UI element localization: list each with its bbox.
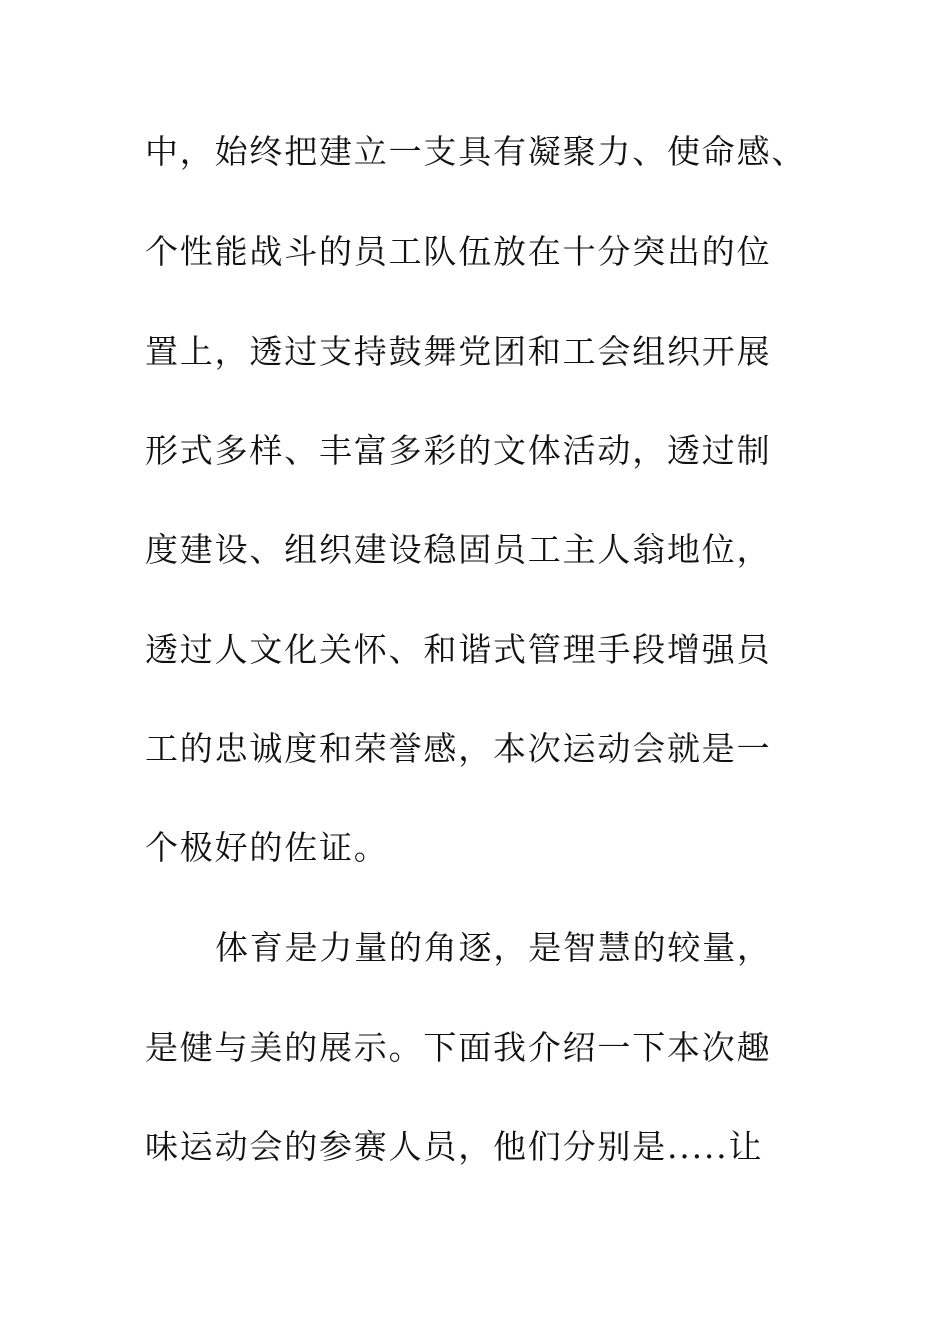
- text-line: 个极好的佐证。: [145, 828, 389, 867]
- text-line: 味运动会的参赛人员，他们分别是.....让: [145, 1127, 764, 1166]
- text-line: 中，始终把建立一支具有凝聚力、使命感、: [145, 132, 807, 171]
- text-line: 度建设、组织建设稳固员工主人翁地位，: [145, 530, 772, 569]
- text-line: 工的忠诚度和荣誉感，本次运动会就是一: [145, 729, 772, 768]
- text-line: 置上，透过支持鼓舞党团和工会组织开展: [145, 332, 772, 371]
- text-line: 是健与美的展示。下面我介绍一下本次趣: [145, 1028, 772, 1067]
- text-line: 个性能战斗的员工队伍放在十分突出的位: [145, 232, 772, 271]
- text-line: 形式多样、丰富多彩的文体活动，透过制: [145, 431, 772, 470]
- paragraph-first-line: 体育是力量的角逐，是智慧的较量，: [215, 928, 772, 967]
- text-line: 透过人文化关怀、和谐式管理手段增强员: [145, 630, 772, 669]
